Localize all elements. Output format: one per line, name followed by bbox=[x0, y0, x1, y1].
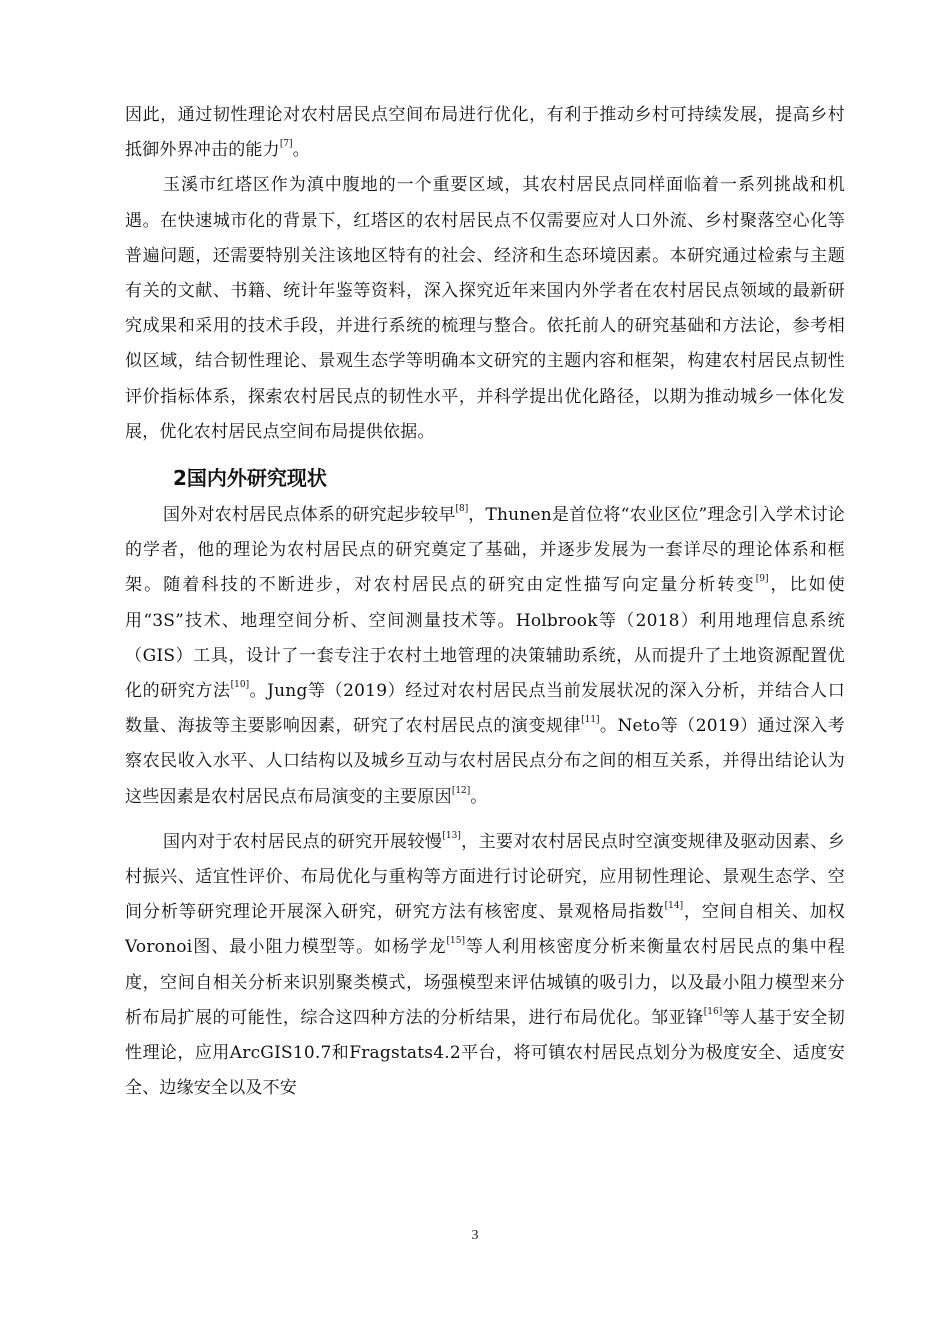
paragraph-resilience-intro bbox=[125, 98, 845, 168]
paragraph-text: 。 bbox=[470, 786, 488, 807]
citation-marker: [12] bbox=[451, 785, 471, 796]
paragraph-text: 国内对于农村居民点的研究开展较慢 bbox=[163, 831, 443, 852]
citation-marker: [11] bbox=[581, 715, 600, 726]
paragraph-text: ，比如使用“3S”技术、地理空间分析、空间测量技术等。Holbrook等（2018）利用地理信息系统（GIS）工具，设计了一套专注于农村土地管理的决策辅助系统，从而提升了土地资源配置优化的研究方法 bbox=[125, 575, 845, 702]
paragraph-text: 因此，通过韧性理论对农村居民点空间布局进行优化，有利于推动乡村可持续发展，提高乡村抵御外界冲击的能力 bbox=[125, 105, 845, 161]
paragraph-hongta-district bbox=[125, 168, 845, 450]
paragraph-text: 等人基于安全韧性理论，应用ArcGIS10.7和Fragstats4.2平台，将可镇农村居民点划分为极度安全、适度安全、边缘安全以及不安 bbox=[125, 1007, 845, 1099]
paragraph-text: 国外对农村居民点体系的研究起步较早 bbox=[163, 505, 456, 526]
paragraph-text: 等人利用核密度分析来衡量农村居民点的集中程度，空间自相关分析来识别聚类模式，场强模型来评估城镇的吸引力，以及最小阻力模型来分析布局扩展的可能性，综合这四种方法的分析结果，进行布局优化。邹亚锋 bbox=[125, 937, 845, 1028]
citation-marker: [8] bbox=[455, 504, 469, 515]
paragraph-text: ，主要对农村居民点时空演变规律及驱动因素、乡村振兴、适宜性评价、布局优化与重构等方面进行讨论研究，应用韧性理论、景观生态学、空间分析等研究理论开展深入研究，研究方法有核密度、景观格局指数 bbox=[125, 831, 845, 923]
citation-marker: [10] bbox=[230, 680, 250, 691]
citation-marker: [14] bbox=[664, 901, 684, 912]
paragraph-text: ，Thunen是首位将“农业区位”理念引入学术讨论的学者，他的理论为农村居民点的研究奠定了基础，并逐步发展为一套详尽的理论体系和框架。随着科技的不断进步，对农村居民点的研究由定性描写向定量分析转变 bbox=[125, 505, 846, 596]
paragraph-text: ，空间自相关、加权Voronoi图、最小阻力模型等。如杨学龙 bbox=[125, 902, 845, 958]
page-content bbox=[125, 98, 845, 1106]
section-heading: 2国内外研究现状 bbox=[173, 466, 327, 491]
citation-marker: [15] bbox=[446, 936, 466, 947]
page-number: 3 bbox=[471, 1228, 479, 1243]
citation-marker: [16] bbox=[703, 1006, 723, 1017]
paragraph-domestic-research bbox=[125, 825, 845, 1107]
paragraph-text: 玉溪市红塔区作为滇中腹地的一个重要区域，其农村居民点同样面临着一系列挑战和机遇。在快速城市化的背景下，红塔区的农村居民点不仅需要应对人口外流、乡村聚落空心化等普遍问题，还需要特别关注该地区特有的社会、经济和生态环境因素。本研究通过检索与主题有关的文献、书籍、统计年鉴等资料，深入探究近年来国内外学者在农村居民点领域的最新研究成果和采用的技术手段，并进行系统的梳理与整合。依托前人的研究基础和方法论，参考相似区域，结合韧性理论、景观生态学等明确本文研究的主题内容和框架，构建农村居民点韧性评价指标体系，探索农村居民点的韧性水平，并科学提出优化路径，以期为推动城乡一体化发展，优化农村居民点空间布局提供依据。 bbox=[125, 175, 845, 442]
paragraph-text: 。 bbox=[292, 140, 310, 161]
citation-marker: [13] bbox=[442, 830, 461, 841]
citation-marker: [9] bbox=[755, 574, 769, 585]
paragraph-text: 。Neto等（2019）通过深入考察农民收入水平、人口结构以及城乡互动与农村居民点分布之间的相互关系，并得出结论认为这些因素是农村居民点布局演变的主要原因 bbox=[125, 716, 846, 807]
paragraph-text: 。Jung等（2019）经过对农村居民点当前发展状况的深入分析，并结合人口数量、海拔等主要影响因素，研究了农村居民点的演变规律 bbox=[125, 681, 845, 737]
paragraph-foreign-research bbox=[125, 498, 845, 815]
citation-marker: [7] bbox=[279, 139, 293, 150]
